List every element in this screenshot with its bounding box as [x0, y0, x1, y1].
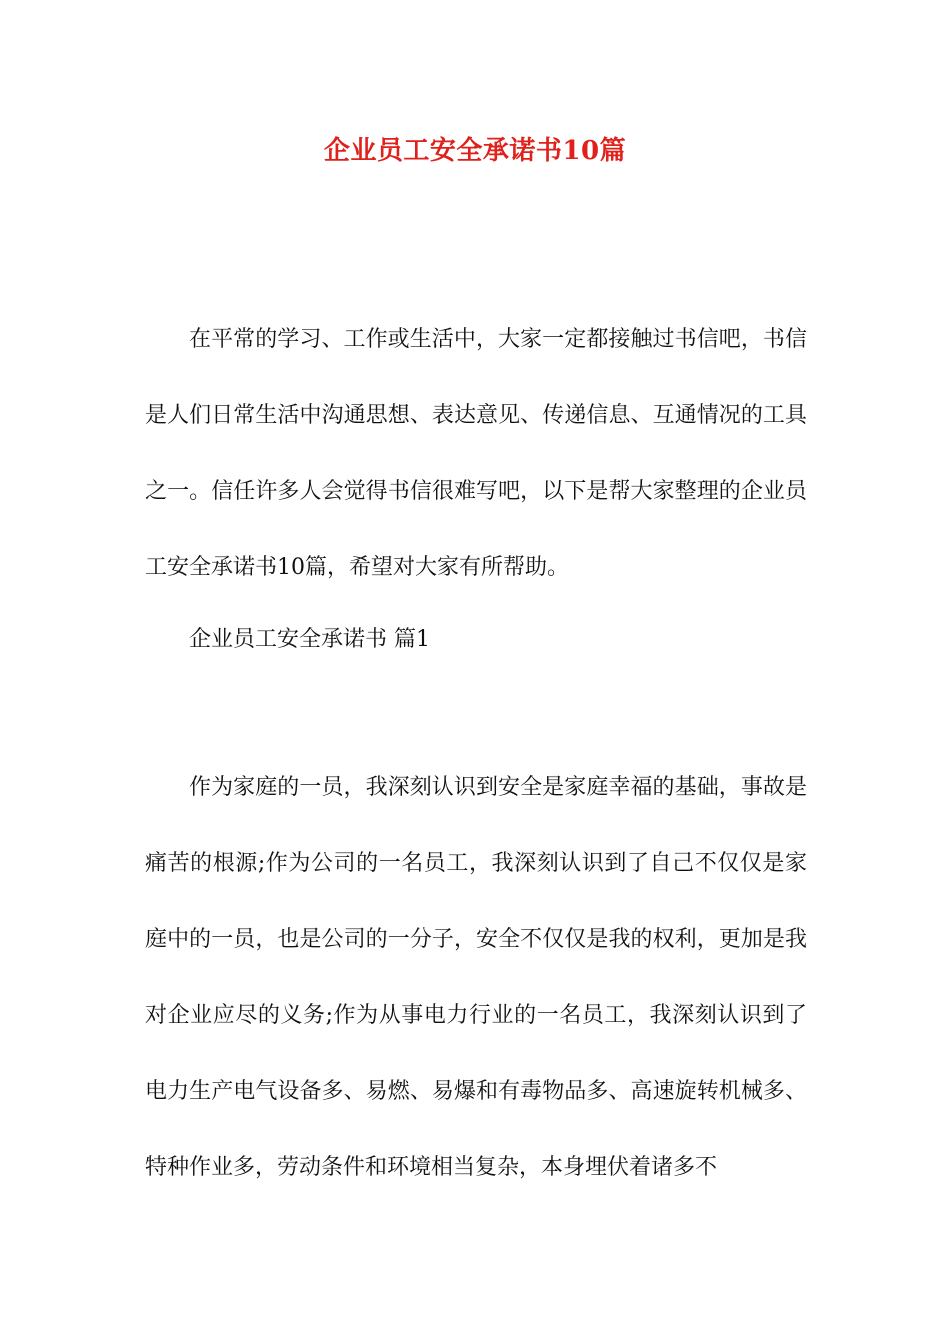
intro-paragraph: 在平常的学习、工作或生活中，大家一定都接触过书信吧，书信是人们日常生活中沟通思想、表达意见、传递信息、互通情况的工具之一。信任许多人会觉得书信很难写吧，以下是帮大家整理的企业员工安全承诺书10篇，希望对大家有所帮助。: [145, 327, 807, 580]
section-heading: 企业员工安全承诺书 篇1: [189, 627, 430, 652]
section-body-paragraph: 作为家庭的一员，我深刻认识到安全是家庭幸福的基础，事故是痛苦的根源;作为公司的一名员工，我深刻认识到了自己不仅仅是家庭中的一员，也是公司的一分子，安全不仅仅是我的权利，更加是我对企业应尽的义务;作为从事电力行业的一名员工，我深刻认识到了电力生产电气设备多、易燃、易爆和有毒物品多、高速旋转机械多、特种作业多，劳动条件和环境相当复杂，本身埋伏着诸多不: [145, 775, 807, 1180]
document-title: 企业员工安全承诺书10篇: [323, 136, 627, 166]
